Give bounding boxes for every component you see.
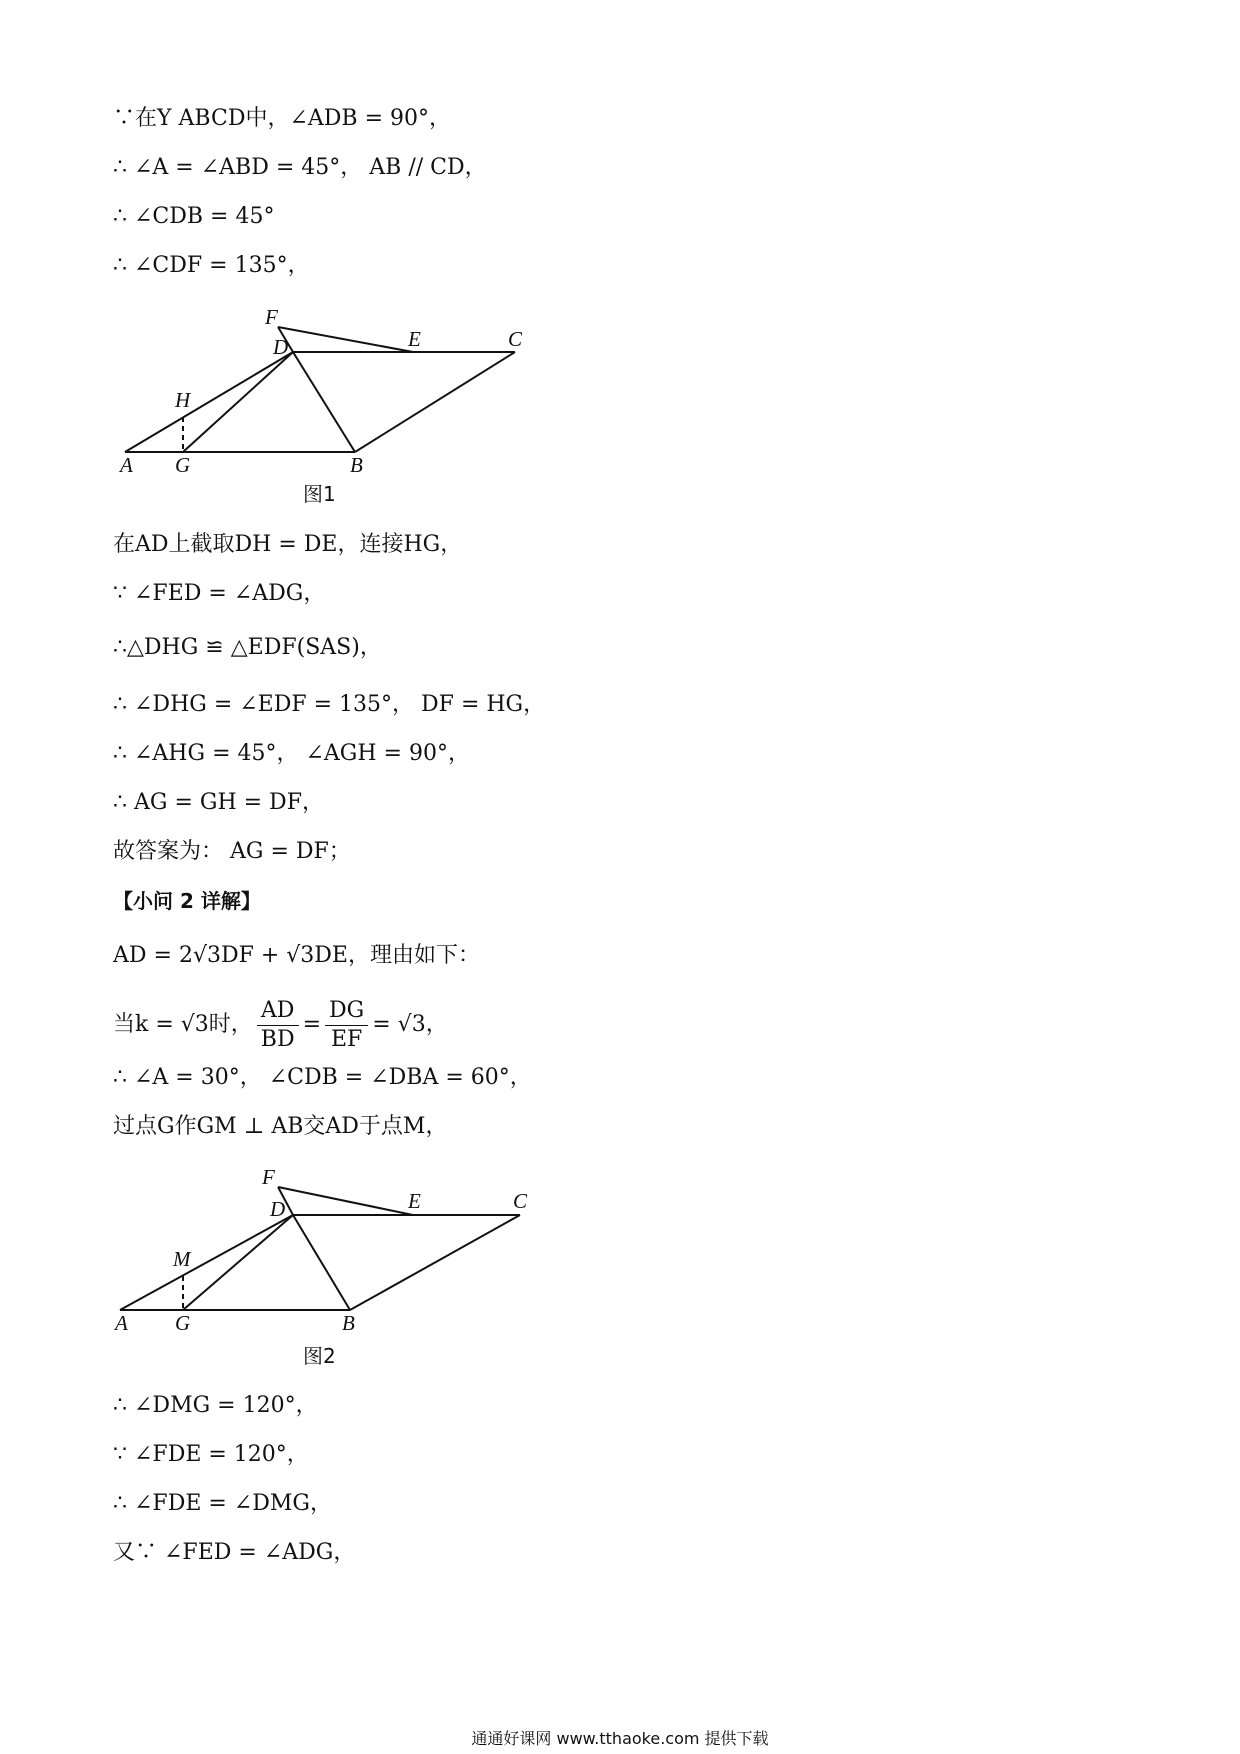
fraction-1-numerator: AD <box>257 997 299 1026</box>
footer-watermark: 通通好课网 www.tthaoke.com 提供下载 <box>471 1729 769 1748</box>
proof-line-4: ∴ ∠CDF = 135°， <box>113 253 310 278</box>
segment-FE <box>278 1187 413 1215</box>
label-B: B <box>342 1311 355 1335</box>
label-D: D <box>273 335 289 359</box>
proof-line-5: 在AD上截取DH = DE，连接HG， <box>113 532 463 557</box>
label-G: G <box>175 1311 191 1335</box>
proof-line-1: ∵在Y ABCD中，∠ADB = 90°， <box>113 106 451 131</box>
segment-GD <box>183 1215 293 1310</box>
label-A: A <box>115 1311 128 1335</box>
label-B: B <box>350 453 363 477</box>
segment-BC <box>355 352 515 452</box>
label-C: C <box>513 1189 528 1213</box>
section-heading: 【小问 2 详解】 <box>113 889 261 913</box>
proof-line-17: ∴ ∠FDE = ∠DMG， <box>113 1491 332 1516</box>
proof-line-15: ∴ ∠DMG = 120°， <box>113 1393 318 1418</box>
label-C: C <box>508 327 523 351</box>
proof-line-12: AD = 2√3DF + √3DE，理由如下： <box>113 943 480 968</box>
fraction-2-numerator: DG <box>325 997 368 1026</box>
figure-1 <box>110 300 540 500</box>
when-prefix: 当k = √3时， <box>113 1012 253 1037</box>
figure-2-caption: 图2 <box>303 1344 336 1368</box>
label-E: E <box>408 327 421 351</box>
segment-BC <box>350 1215 520 1310</box>
proof-line-18: 又∵ ∠FED = ∠ADG， <box>113 1540 356 1565</box>
label-D: D <box>270 1197 286 1221</box>
when-suffix: = √3， <box>372 1012 448 1037</box>
label-H: H <box>175 388 191 412</box>
proof-line-6: ∵ ∠FED = ∠ADG， <box>113 581 326 606</box>
fraction-ad-bd <box>257 997 299 1054</box>
segment-FE <box>278 327 413 352</box>
segment-AD <box>120 1215 293 1310</box>
proof-line-9: ∴ ∠AHG = 45°， ∠AGH = 90°， <box>113 741 470 766</box>
label-F: F <box>262 1165 275 1189</box>
label-E: E <box>408 1189 421 1213</box>
segment-DB <box>293 1215 350 1310</box>
proof-line-11: 故答案为： AG = DF； <box>113 839 351 864</box>
figure-2 <box>110 1160 540 1360</box>
segment-AD <box>125 352 293 452</box>
proof-line-8: ∴ ∠DHG = ∠EDF = 135°， DF = HG， <box>113 692 546 717</box>
proof-line-when: 当k = √3时， $\frac{AD}{BD}$ = $\frac{DG}{EF}$ = √3， <box>113 997 448 1052</box>
segment-GD <box>183 352 293 452</box>
figure-1-caption: 图1 <box>303 482 336 506</box>
label-A: A <box>120 453 133 477</box>
proof-line-3: ∴ ∠CDB = 45° <box>113 204 275 229</box>
segment-DB <box>293 352 355 452</box>
proof-line-16: ∵ ∠FDE = 120°， <box>113 1442 309 1467</box>
label-G: G <box>175 453 191 477</box>
fraction-dg-ef <box>325 997 368 1054</box>
proof-line-14: 过点G作GM ⊥ AB交AD于点M， <box>113 1114 448 1139</box>
label-M: M <box>173 1247 191 1271</box>
fraction-2-denominator: EF <box>330 1026 363 1052</box>
proof-line-7: ∴△DHG ≌ △EDF(SAS)， <box>113 635 382 660</box>
proof-line-13: ∴ ∠A = 30°， ∠CDB = ∠DBA = 60°， <box>113 1065 532 1090</box>
label-F: F <box>265 305 278 329</box>
proof-line-10: ∴ AG = GH = DF， <box>113 790 324 815</box>
fraction-1-denominator: BD <box>260 1026 295 1052</box>
proof-line-2: ∴ ∠A = ∠ABD = 45°， AB // CD， <box>113 155 487 180</box>
